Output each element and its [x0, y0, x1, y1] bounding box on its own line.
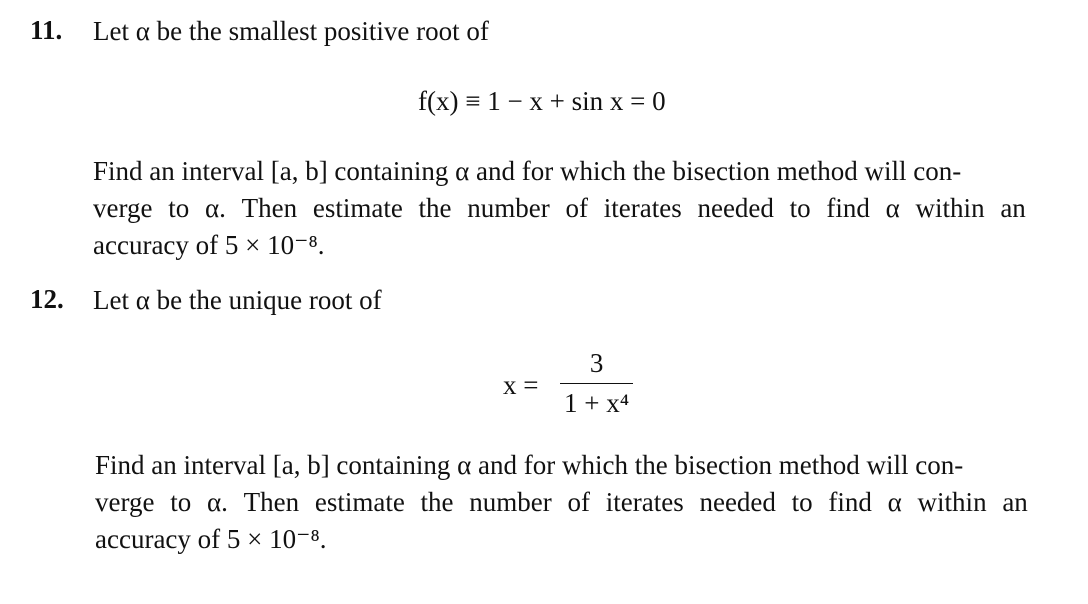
- problem-12-body-line-3: accuracy of 5 × 10⁻⁸.: [95, 524, 327, 554]
- problem-12-body-line-1: Find an interval [a, b] containing α and for which the bisection method will con-: [95, 450, 964, 480]
- problem-12-equation-fraction: [560, 348, 633, 419]
- problem-12-intro: Let α be the unique root of: [93, 285, 382, 315]
- problem-11-body-line-3: accuracy of 5 × 10⁻⁸.: [93, 230, 325, 260]
- problem-11-number: 11.: [30, 15, 63, 45]
- problem-11-body-line-2: verge to α. Then estimate the number of iterates needed to find α within an: [93, 193, 1026, 223]
- problem-12-equation-lhs: x =: [503, 370, 539, 400]
- problem-11-equation: f(x) ≡ 1 − x + sin x = 0: [418, 86, 666, 116]
- fraction-numerator: 3: [589, 348, 604, 378]
- problem-11-body-line-1: Find an interval [a, b] containing α and for which the bisection method will con-: [93, 156, 962, 186]
- problem-12-number: 12.: [30, 284, 64, 314]
- problem-12-body-line-2: verge to α. Then estimate the number of iterates needed to find α within an: [95, 487, 1028, 517]
- problem-11-intro: Let α be the smallest positive root of: [93, 16, 489, 46]
- fraction-denominator: 1 + x⁴: [564, 388, 630, 418]
